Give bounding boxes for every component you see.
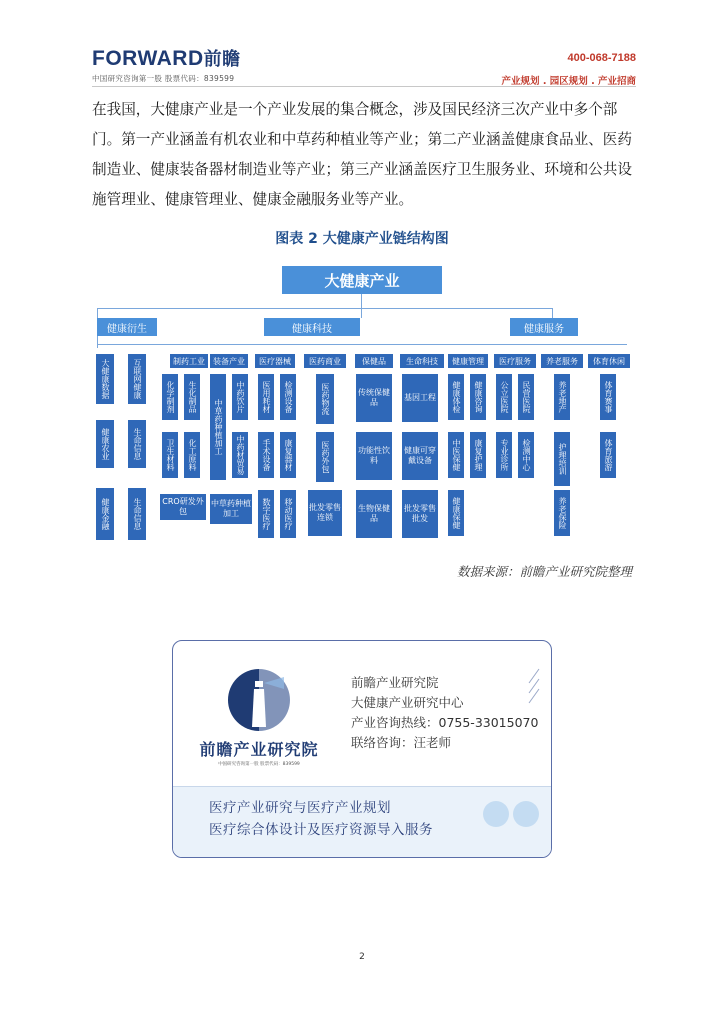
leaf-wholesale-retail: 批发零售连锁 [308,490,342,536]
industry-chain-diagram [92,262,632,552]
leaf-tcm-care: 中医保健 [448,432,464,478]
leaf-rehab-nursing: 康复护理 [470,432,486,478]
header-tagline: 产业规划 . 园区规划 . 产业招商 [501,76,636,87]
cta-line-1: 医疗产业研究与医疗产业规划 [209,800,391,816]
leaf-medical-consumables: 医用耗材 [258,374,274,420]
card-org: 前瞻产业研究院 [351,675,439,690]
leaf-digital-medical: 数字医疗 [258,490,274,538]
leaf-internet-health: 互联网健康 [128,354,146,404]
leaf-sports-events: 体育赛事 [600,374,616,420]
node-life-tech: 生命科技 [400,354,444,368]
logo-subtitle: 中国研究咨询第一股 股票代码：839599 [92,74,235,83]
card-bottom [173,786,551,858]
node-equipment: 装备产业 [210,354,248,368]
node-health-service: 健康服务 [510,318,578,336]
card-contact: 联络咨询：汪老师 [351,735,452,750]
leaf-testing-center: 检测中心 [518,432,534,478]
cta-line-2: 医疗综合体设计及医疗资源导入服务 [209,822,433,838]
node-health-derivative: 健康衍生 [97,318,157,336]
logo-wordmark: FORWARD前瞻 [92,47,241,70]
leaf-genetic-engineering: 基因工程 [402,374,438,422]
data-source: 数据来源：前瞻产业研究院整理 [456,564,632,579]
leaf-public-hospital: 公立医院 [496,374,512,420]
leaf-herbal-pieces: 中药饮片 [232,374,248,420]
leaf-health-agriculture: 健康农业 [96,420,114,468]
leaf-health-checkup: 健康体检 [448,374,464,420]
node-elderly-service: 养老服务 [541,354,583,368]
leaf-elderly-realestate: 养老地产 [554,374,570,420]
ad-card [172,640,552,858]
leaf-testing-equipment: 检测设备 [280,374,296,420]
leaf-chemical-raw: 化工原料 [184,432,200,478]
leaf-retail-wholesale: 批发零售批发 [402,490,438,538]
leaf-rehab-equipment: 康复器材 [280,432,296,478]
leaf-mobile-medical: 移动医疗 [280,490,296,538]
leaf-herbal-planting: 中草药种植加工 [210,374,226,480]
leaf-health-consulting: 健康咨询 [470,374,486,420]
connector [552,308,553,318]
node-pharma-commerce: 医药商业 [304,354,346,368]
leaf-life-info: 生命信息 [128,420,146,468]
connector [97,308,98,318]
card-logo-name: 前瞻产业研究院 [199,740,319,759]
connector [361,294,362,308]
leaf-clinic: 专业诊所 [496,432,512,478]
leaf-biochem: 生化制品 [184,374,200,420]
leaf-health-material: 卫生材料 [162,432,178,478]
leaf-pharma-logistics: 医药物流 [316,374,334,424]
node-medical-service: 医疗服务 [494,354,536,368]
leaf-pharma-outsourcing: 医药外包 [316,432,334,482]
leaf-health-finance: 健康金融 [96,488,114,540]
leaf-elderly-insurance: 养老保险 [554,490,570,536]
node-health-tech: 健康科技 [264,318,360,336]
node-health-food: 保健品 [355,354,393,368]
leaf-wearables: 健康可穿戴设备 [402,432,438,480]
leaf-surgical-equipment: 手术设备 [258,432,274,478]
decorative-circle-icon [513,801,539,827]
decorative-lines-icon [527,667,541,707]
card-contact-info [351,673,538,753]
leaf-health-insurance: 健康保健 [448,490,464,536]
forward-logo [92,48,241,84]
connector [97,344,627,345]
card-center: 大健康产业研究中心 [351,695,464,710]
leaf-nursing-training: 护理培训 [554,432,570,486]
card-hotline: 产业咨询热线：0755-33015070 [351,715,539,730]
card-logo [199,665,319,767]
leaf-traditional-supplement: 传统保健品 [356,374,392,422]
leaf-bio-supplement: 生物保健品 [356,490,392,538]
leaf-herbal-processing: 中草药种植加工 [210,494,252,524]
leaf-chemical: 化学制剂 [162,374,178,420]
connector [97,336,98,348]
leaf-life-info-2: 生命信息 [128,488,146,540]
connector [97,308,552,309]
figure-title: 图表 2 大健康产业链结构图 [275,231,449,247]
node-health-management: 健康管理 [448,354,488,368]
leaf-private-hospital: 民营医院 [518,374,534,420]
connector [361,308,362,318]
leaf-sports-tourism: 体育旅游 [600,432,616,478]
lighthouse-icon [224,665,294,731]
body-paragraph: 在我国，大健康产业是一个产业发展的集合概念，涉及国民经济三次产业中多个部门。第一产业涵盖有机农业和中草药种植业等产业；第二产业涵盖健康食品业、医药制造业、健康装备器材制造业等产业；第三产业涵盖医疗卫生服务业、环境和公共设施管理业、健康管理业、健康金融服务业等产业。 [92,101,632,208]
card-cta [209,797,433,841]
node-pharma: 制药工业 [170,354,208,368]
node-medical-device: 医疗器械 [255,354,295,368]
card-top [173,641,551,786]
decorative-circle-icon [483,801,509,827]
card-logo-subtitle: 中国研究咨询第一股 股票代码：839599 [218,762,300,767]
leaf-health-data: 大健康数据 [96,354,114,404]
header-contact [502,52,636,87]
leaf-functional-drink: 功能性饮料 [356,432,392,480]
root-node: 大健康产业 [282,266,442,294]
page-number: 2 [359,952,365,962]
leaf-herbal-trade: 中药材贸易 [232,432,248,478]
node-sports-leisure: 体育休闲 [588,354,630,368]
leaf-cro: CRO研发外包 [160,494,206,520]
header-divider [92,86,636,87]
phone-number: 400-068-7188 [567,52,636,64]
